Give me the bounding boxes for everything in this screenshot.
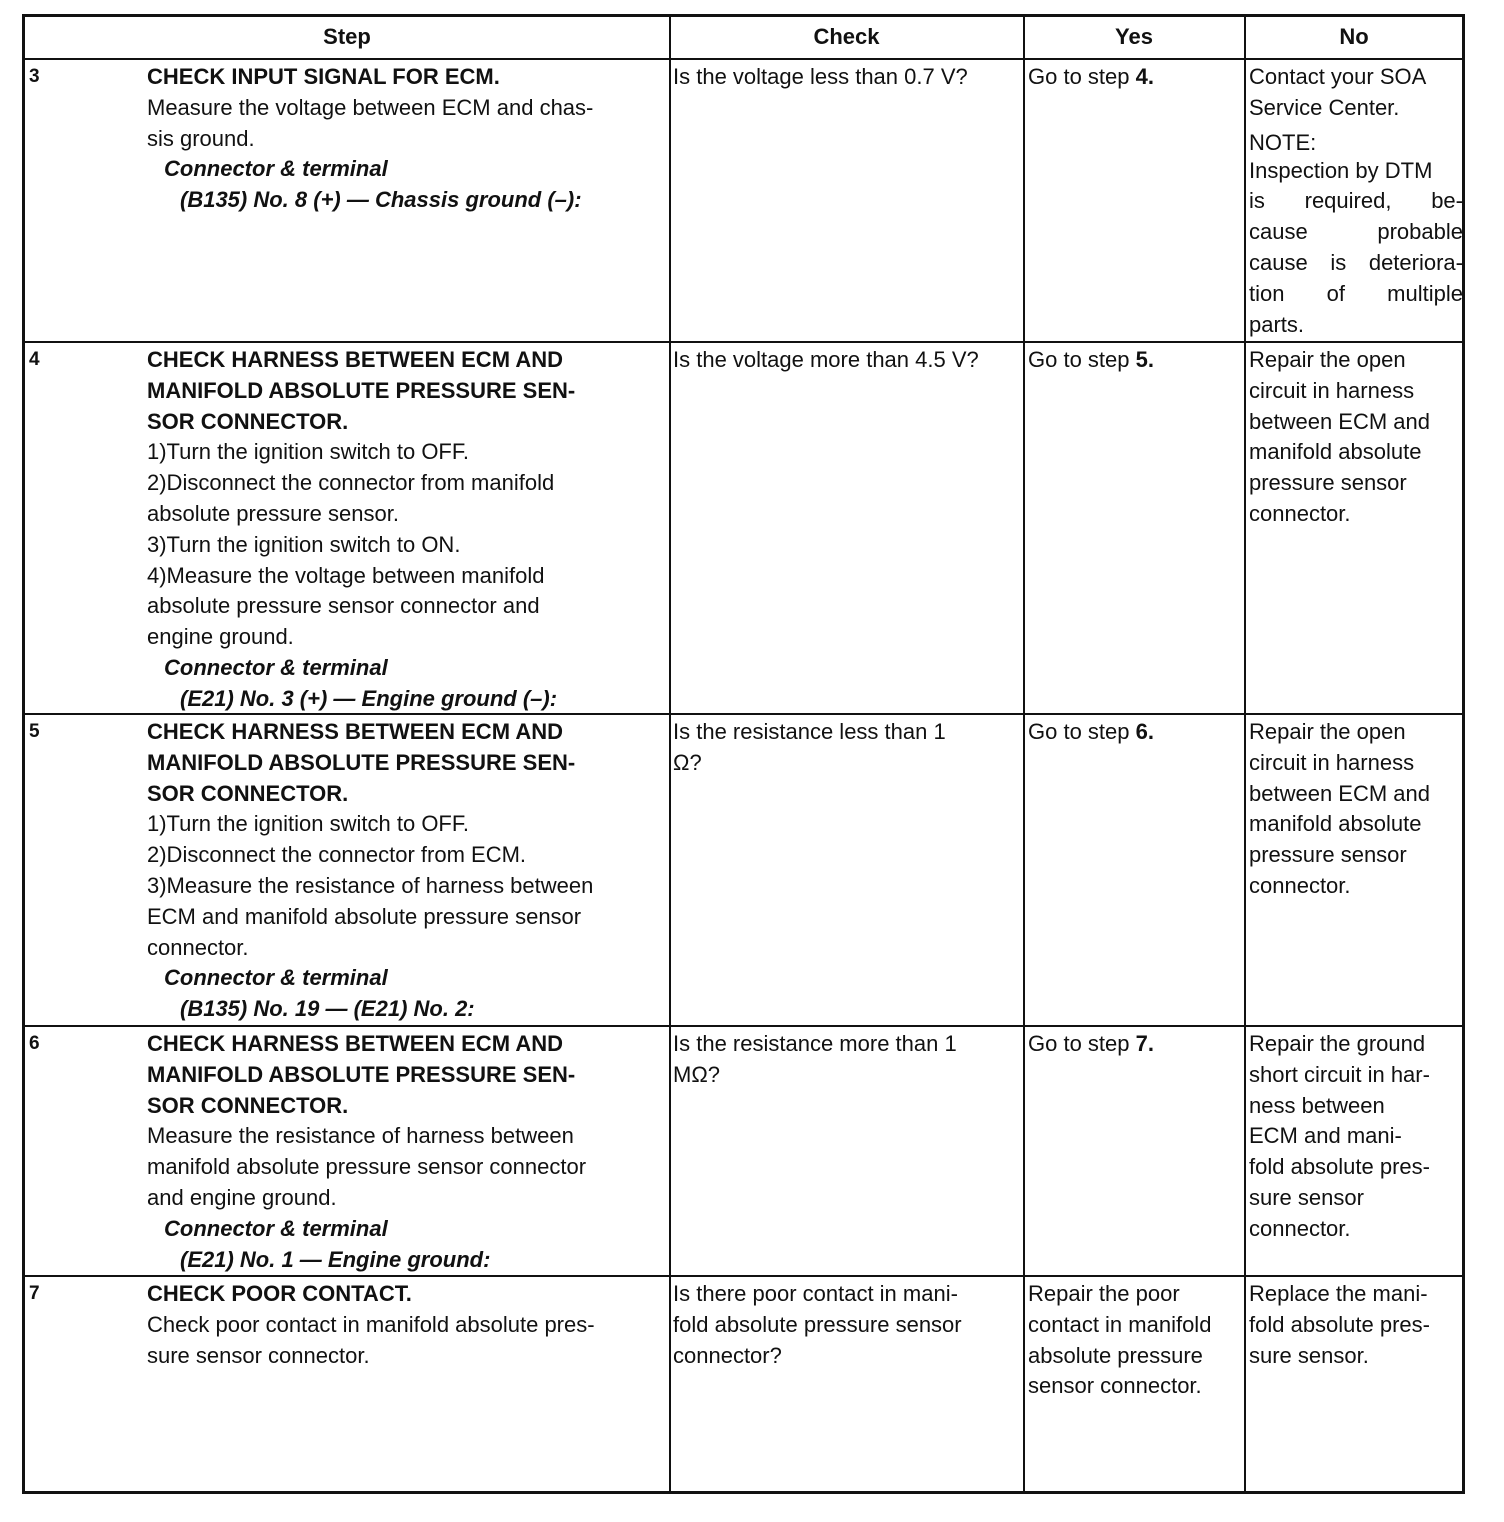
step-instruction: absolute pressure sensor connector and (147, 593, 540, 619)
yes-step-link: 7. (1135, 1031, 1154, 1056)
no-text: between ECM and (1249, 780, 1430, 806)
step-instruction: 1)Turn the ignition switch to OFF. (147, 439, 469, 465)
no-text: Contact your SOA (1249, 64, 1427, 89)
step-number: 4 (29, 349, 40, 370)
step-instruction: manifold absolute pressure sensor connector (147, 1154, 587, 1180)
step-title: SOR CONNECTOR. (147, 408, 349, 434)
check-cell (673, 715, 1023, 1025)
step-instruction: engine ground. (147, 624, 294, 650)
no-text: fold absolute pres- (1249, 1311, 1430, 1337)
step-number: 6 (29, 1033, 40, 1054)
table-header-row (25, 17, 1462, 58)
no-text: circuit in harness (1249, 749, 1415, 775)
step-instruction: 2)Disconnect the connector from manifold (147, 470, 555, 496)
step-instruction: sis ground. (147, 125, 255, 151)
connector-label: Connector & terminal (164, 1215, 388, 1241)
check-question: Is the resistance more than 1 (673, 1031, 957, 1056)
no-cell (1249, 1027, 1463, 1275)
step-title: SOR CONNECTOR. (147, 1092, 349, 1118)
note-text: is required, be- (1249, 188, 1463, 214)
terminal-spec: (E21) No. 1 — Engine ground: (180, 1246, 491, 1272)
yes-text: Repair the poor (1028, 1281, 1180, 1306)
step-instruction: Measure the resistance of harness between (147, 1123, 574, 1149)
no-text: fold absolute pres- (1249, 1154, 1430, 1180)
check-question: Is there poor contact in mani- (673, 1281, 958, 1306)
table-row (25, 58, 1462, 341)
yes-text: Go to step (1028, 719, 1136, 744)
check-cell (673, 1027, 1023, 1275)
header-step: Step (323, 24, 371, 49)
no-text: sure sensor (1249, 1184, 1364, 1210)
table-row (25, 341, 1462, 713)
step-instruction: Check poor contact in manifold absolute pres- (147, 1311, 595, 1337)
terminal-spec: (B135) No. 19 — (E21) No. 2: (180, 996, 475, 1022)
step-instruction: ECM and manifold absolute pressure sensor (147, 903, 582, 929)
yes-text: absolute pressure (1028, 1342, 1203, 1368)
header-no: No (1339, 24, 1369, 49)
diagnostic-table (22, 14, 1465, 1494)
note-text: tion of multiple (1249, 280, 1463, 306)
step-number: 7 (29, 1283, 40, 1304)
no-text: connector. (1249, 872, 1351, 898)
no-text: connector. (1249, 500, 1351, 526)
no-cell (1249, 715, 1463, 1025)
note-label: NOTE: (1249, 129, 1317, 155)
step-instruction: connector. (147, 934, 249, 960)
step-title: CHECK POOR CONTACT. (147, 1281, 412, 1306)
no-text: ECM and mani- (1249, 1123, 1402, 1149)
step-instruction: Measure the voltage between ECM and chas- (147, 94, 594, 120)
step-cell (147, 1277, 667, 1491)
no-text: pressure sensor (1249, 842, 1407, 868)
step-title: CHECK HARNESS BETWEEN ECM AND (147, 1031, 563, 1056)
step-number: 3 (29, 66, 40, 87)
step-cell (147, 715, 667, 1025)
no-cell (1249, 343, 1463, 713)
yes-step-link: 6. (1135, 719, 1154, 744)
check-question: MΩ? (673, 1061, 721, 1087)
note-text: parts. (1249, 311, 1305, 337)
header-check: Check (813, 24, 880, 49)
yes-text: Go to step (1028, 347, 1136, 372)
yes-cell (1028, 1027, 1242, 1275)
no-text: circuit in harness (1249, 377, 1415, 403)
yes-cell (1028, 1277, 1242, 1491)
connector-label: Connector & terminal (164, 654, 388, 680)
step-cell (147, 1027, 667, 1275)
connector-label: Connector & terminal (164, 156, 388, 182)
table-row (25, 713, 1462, 1025)
note-text: cause is deteriora- (1249, 249, 1463, 275)
step-title: CHECK INPUT SIGNAL FOR ECM. (147, 64, 500, 89)
yes-step-link: 5. (1135, 347, 1154, 372)
no-text: connector. (1249, 1215, 1351, 1241)
yes-text: contact in manifold (1028, 1311, 1212, 1337)
check-question: Is the voltage more than 4.5 V? (673, 347, 979, 372)
yes-cell (1028, 60, 1242, 341)
no-text: pressure sensor (1249, 470, 1407, 496)
step-instruction: sure sensor connector. (147, 1342, 370, 1368)
step-cell (147, 343, 667, 713)
step-instruction: 2)Disconnect the connector from ECM. (147, 842, 527, 868)
terminal-spec: (B135) No. 8 (+) — Chassis ground (–): (180, 187, 582, 213)
step-instruction: and engine ground. (147, 1184, 337, 1210)
step-title: SOR CONNECTOR. (147, 780, 349, 806)
step-title: MANIFOLD ABSOLUTE PRESSURE SEN- (147, 1061, 576, 1087)
table-row (25, 1275, 1462, 1491)
header-yes: Yes (1115, 24, 1153, 49)
no-text: Replace the mani- (1249, 1281, 1428, 1306)
step-instruction: 3)Measure the resistance of harness between (147, 872, 594, 898)
check-question: fold absolute pressure sensor (673, 1311, 962, 1337)
step-instruction: absolute pressure sensor. (147, 500, 399, 526)
terminal-spec: (E21) No. 3 (+) — Engine ground (–): (180, 685, 558, 711)
step-instruction: 3)Turn the ignition switch to ON. (147, 531, 461, 557)
no-text: sure sensor. (1249, 1342, 1369, 1368)
check-cell (673, 343, 1023, 713)
check-question: Is the resistance less than 1 (673, 719, 946, 744)
check-question: connector? (673, 1342, 782, 1368)
step-title: CHECK HARNESS BETWEEN ECM AND (147, 347, 563, 372)
no-cell (1249, 1277, 1463, 1491)
step-title: CHECK HARNESS BETWEEN ECM AND (147, 719, 563, 744)
no-text: manifold absolute (1249, 811, 1422, 837)
note-text: Inspection by DTM (1249, 157, 1433, 183)
yes-text: sensor connector. (1028, 1373, 1202, 1399)
step-title: MANIFOLD ABSOLUTE PRESSURE SEN- (147, 377, 576, 403)
yes-cell (1028, 343, 1242, 713)
no-text: Repair the open (1249, 347, 1406, 372)
step-instruction: 1)Turn the ignition switch to OFF. (147, 811, 469, 837)
connector-label: Connector & terminal (164, 965, 388, 991)
no-text: ness between (1249, 1092, 1385, 1118)
no-text: between ECM and (1249, 408, 1430, 434)
yes-text: Go to step (1028, 1031, 1136, 1056)
no-cell (1249, 60, 1463, 341)
yes-step-link: 4. (1135, 64, 1154, 89)
table-row (25, 1025, 1462, 1275)
check-cell (673, 1277, 1023, 1491)
yes-cell (1028, 715, 1242, 1025)
no-text: Repair the ground (1249, 1031, 1426, 1056)
check-question: Ω? (673, 749, 702, 775)
step-title: MANIFOLD ABSOLUTE PRESSURE SEN- (147, 749, 576, 775)
no-text: short circuit in har- (1249, 1061, 1430, 1087)
check-question: Is the voltage less than 0.7 V? (673, 64, 968, 89)
step-cell (147, 60, 667, 341)
step-number: 5 (29, 721, 40, 742)
no-text: Repair the open (1249, 719, 1406, 744)
step-instruction: 4)Measure the voltage between manifold (147, 562, 545, 588)
no-text: manifold absolute (1249, 439, 1422, 465)
no-text: Service Center. (1249, 94, 1400, 120)
note-text: cause probable (1249, 219, 1463, 245)
check-cell (673, 60, 1023, 341)
yes-text: Go to step (1028, 64, 1136, 89)
